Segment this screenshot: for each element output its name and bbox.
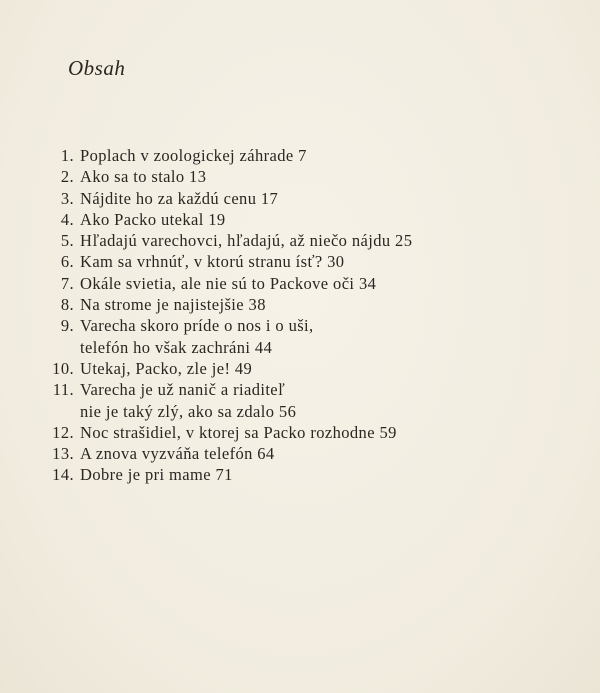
toc-entry-title: Ako Packo utekal 19 [80,209,226,229]
toc-entry-title: Ako sa to stalo 13 [80,167,207,187]
toc-entry-number: 6. [60,252,74,272]
toc-entry-title: Hľadajú varechovci, hľadajú, až niečo nájdu 25 [80,231,413,251]
toc-entry [0,188,600,209]
toc-entry-title: Poplach v zoologickej záhrade 7 [80,146,307,165]
toc-entry-title: Nájdite ho za každú cenu 17 [80,188,279,208]
toc-entry-row [0,209,600,230]
toc-entry-number: 12. [52,422,74,442]
toc-entry-title: Varecha je už nanič a riaditeľ [80,380,286,400]
toc-entry-number: 2. [60,167,74,187]
toc-entry-number: 8. [60,295,74,315]
toc-entry [0,315,600,358]
table-of-contents [0,145,600,486]
toc-entry-row [0,145,600,166]
toc-entry-title: Na strome je najistejšie 38 [80,295,266,315]
toc-entry [0,358,600,379]
toc-entry-row [0,273,600,294]
toc-entry-title: Noc strašidiel, v ktorej sa Packo rozhodne 59 [80,422,397,442]
toc-entry [0,209,600,230]
toc-entry-title: Varecha skoro príde o nos i o uši, [80,316,314,336]
toc-entry-row [0,422,600,443]
toc-entry-row [0,358,600,379]
toc-entry [0,294,600,315]
toc-entry-row [0,379,600,400]
toc-entry-number: 10. [52,358,74,378]
toc-entry [0,166,600,187]
toc-entry-title: nie je taký zlý, ako sa zdalo 56 [80,401,297,421]
toc-entry-row [0,166,600,187]
toc-entry-row [0,294,600,315]
toc-entry-number: 3. [60,188,74,208]
toc-entry-number: 1. [60,146,74,165]
page-title: Obsah [68,56,126,80]
toc-entry-number: 11. [52,380,74,400]
toc-entry-number: 7. [60,273,74,293]
toc-entry-number: 5. [60,231,74,251]
toc-entry-row [0,337,600,358]
toc-entry-row [0,188,600,209]
toc-entry-row [0,401,600,422]
toc-entry-row [0,315,600,336]
toc-entry [0,273,600,294]
toc-entry-title: telefón ho však zachráni 44 [80,337,273,357]
toc-entry [0,422,600,443]
toc-entry-row [0,230,600,251]
toc-entry-title: Kam sa vrhnúť, v ktorú stranu ísť? 30 [80,252,345,272]
toc-entry [0,379,600,422]
toc-entry-title: Utekaj, Packo, zle je! 49 [80,358,253,378]
toc-entry [0,230,600,251]
toc-entry-number: 9. [60,316,74,336]
toc-entry [0,145,600,166]
toc-entry-number: 4. [60,209,74,229]
toc-entry-title: Dobre je pri mame 71 [80,465,233,485]
toc-entry [0,464,600,485]
toc-entry-row [0,251,600,272]
toc-entry-row [0,443,600,464]
toc-entry-title: A znova vyzváňa telefón 64 [80,444,275,464]
toc-entry [0,251,600,272]
toc-entry-number: 14. [52,465,74,485]
toc-entry-title: Okále svietia, ale nie sú to Packove oči 34 [80,273,377,293]
toc-entry-number: 13. [52,444,74,464]
toc-entry-row [0,464,600,485]
toc-entry [0,443,600,464]
